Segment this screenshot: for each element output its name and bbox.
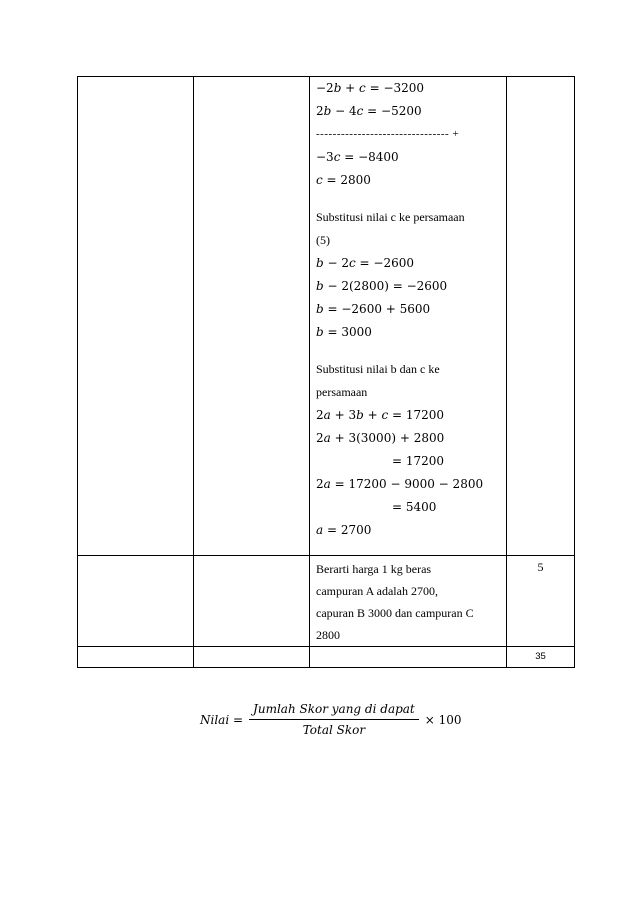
empty-cell-5 — [78, 647, 194, 668]
total-score: 35 — [507, 647, 575, 668]
formula-denominator: Total Skor — [302, 723, 366, 737]
work-line: Substitusi nilai b dan c ke — [316, 362, 440, 376]
bottom-spacing — [316, 542, 500, 555]
formula-rhs: × 100 — [424, 712, 462, 727]
conclusion-lines — [316, 558, 500, 646]
work-line: -------------------------------- + — [316, 128, 460, 140]
work-lines — [316, 77, 500, 555]
work-line: −3𝑐 = −8400 — [316, 150, 399, 164]
work-line: 2𝑎 + 3𝑏 + 𝑐 = 17200 — [316, 408, 445, 422]
work-line: 2𝑎 = 17200 − 9000 − 2800 — [316, 477, 484, 491]
empty-cell-3 — [78, 556, 194, 647]
work-line: persamaan — [316, 385, 368, 399]
work-line: 2𝑏 − 4𝑐 = −5200 — [316, 104, 422, 118]
blank-line — [316, 344, 500, 358]
total-row — [78, 647, 575, 668]
work-line: 𝑏 − 2(2800) = −2600 — [316, 279, 448, 293]
conclusion-line: campuran A adalah 2700, — [316, 584, 438, 598]
formula-numerator: Jumlah Skor yang di dapat — [253, 702, 415, 716]
work-line: 𝑏 − 2𝑐 = −2600 — [316, 256, 414, 270]
work-line: 𝑏 = −2600 + 5600 — [316, 302, 431, 316]
empty-cell-7 — [310, 647, 507, 668]
blank-line — [316, 192, 500, 206]
empty-score-cell — [507, 77, 575, 556]
conclusion-score: 5 — [507, 556, 575, 647]
conclusion-line: Berarti harga 1 kg beras — [316, 562, 432, 576]
empty-cell-2 — [194, 77, 310, 556]
conclusion-cell — [310, 556, 507, 647]
conclusion-line: capuran B 3000 dan campuran C — [316, 606, 474, 620]
work-line: (5) — [316, 233, 330, 247]
work-line: 2𝑎 + 3(3000) + 2800 — [316, 431, 445, 445]
empty-cell-4 — [194, 556, 310, 647]
conclusion-row — [78, 556, 575, 647]
conclusion-line: 2800 — [316, 628, 340, 642]
formula-lhs: 𝑁𝑖𝑙𝑎𝑖 = — [200, 712, 244, 727]
empty-cell-6 — [194, 647, 310, 668]
work-cell — [310, 77, 507, 556]
formula-fraction — [249, 702, 419, 737]
work-row — [78, 77, 575, 556]
work-line: −2𝑏 + 𝑐 = −3200 — [316, 81, 425, 95]
work-line: = 5400 — [392, 500, 437, 514]
work-line: 𝑏 = 3000 — [316, 325, 372, 339]
empty-cell-1 — [78, 77, 194, 556]
work-line: 𝑐 = 2800 — [316, 173, 371, 187]
scoring-table — [77, 76, 575, 668]
work-line: Substitusi nilai c ke persamaan — [316, 210, 465, 224]
work-line: 𝑎 = 2700 — [316, 523, 372, 537]
work-line: = 17200 — [392, 454, 445, 468]
score-formula — [200, 702, 462, 737]
